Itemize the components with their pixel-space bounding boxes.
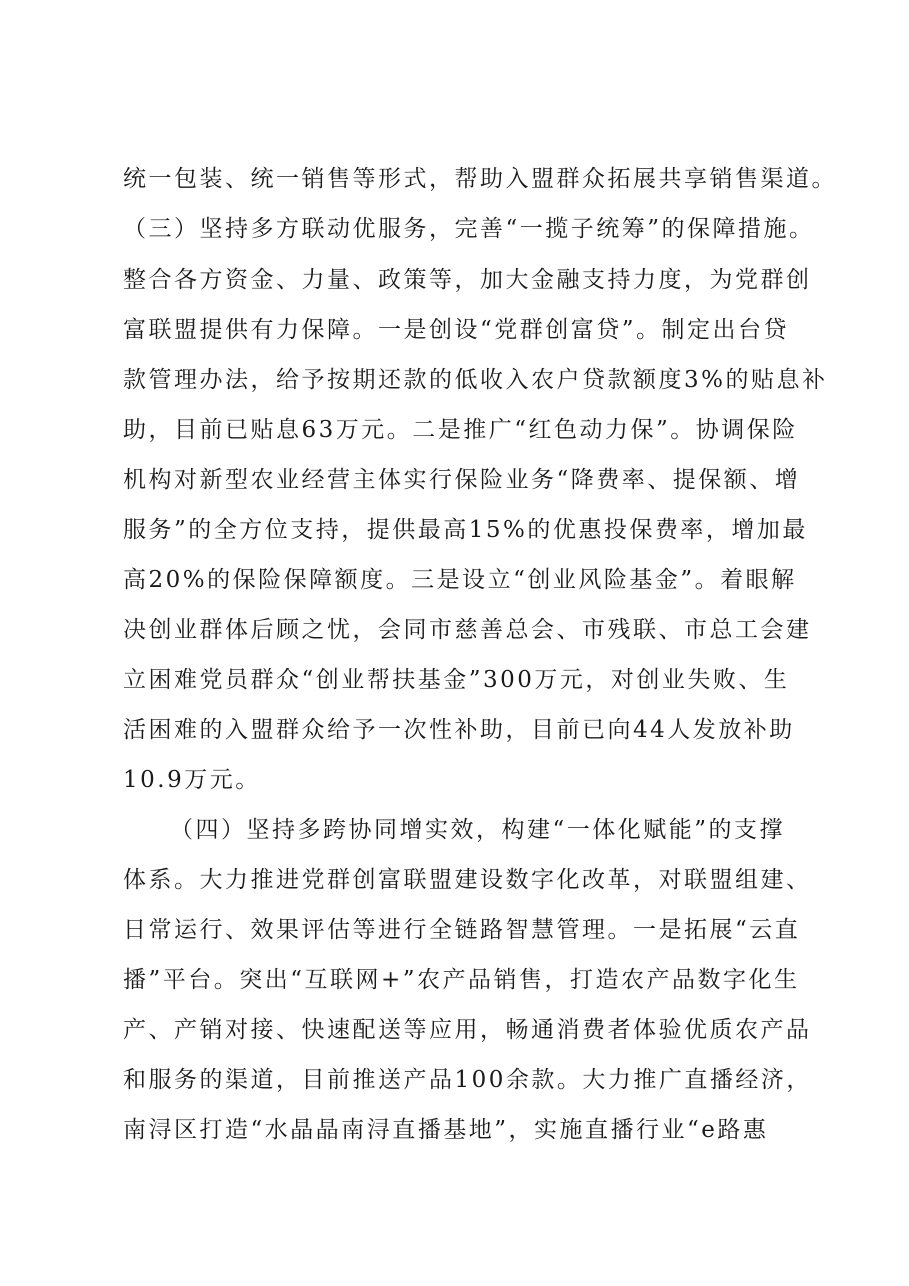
text-line: 南浔区打造“水晶晶南浔直播基地”，实施直播行业“e路惠 <box>123 1117 769 1143</box>
text-line: 款管理办法，给予按期还款的低收入农户贷款额度3%的贴息补 <box>123 367 828 393</box>
text-line: 播”平台。突出“互联网+”农产品销售，打造农产品数字化生 <box>123 967 800 993</box>
text-line: 体系。大力推进党群创富联盟建设数字化改革，对联盟组建、 <box>123 867 812 893</box>
text-line: 和服务的渠道，目前推送产品100余款。大力推广直播经济， <box>123 1067 812 1093</box>
text-line: 产、产销对接、快速配送等应用，畅通消费者体验优质农产品 <box>123 1017 812 1043</box>
text-line: 统一包装、统一销售等形式，帮助入盟群众拓展共享销售渠道。 <box>123 166 837 192</box>
text-line: 立困难党员群众“创业帮扶基金”300万元，对创业失败、生 <box>123 667 790 693</box>
text-line: 10.9万元。 <box>123 767 261 793</box>
text-line: 服务”的全方位支持，提供最高15%的优惠投保费率，增加最 <box>123 517 808 543</box>
section-heading-line: （四）坚持多跨协同增实效，构建“一体化赋能”的支撑 <box>170 817 786 843</box>
section-heading-line: （三）坚持多方联动优服务，完善“一揽子统筹”的保障措施。 <box>123 216 815 242</box>
text-line: 助，目前已贴息63万元。二是推广“红色动力保”。协调保险 <box>123 417 798 443</box>
text-line: 富联盟提供有力保障。一是创设“党群创富贷”。制定出台贷 <box>123 317 790 343</box>
text-line: 机构对新型农业经营主体实行保险业务“降费率、提保额、增 <box>123 467 801 493</box>
text-line: 活困难的入盟群众给予一次性补助，目前已向44人发放补助 <box>123 717 795 743</box>
text-line: 整合各方资金、力量、政策等，加大金融支持力度，为党群创 <box>123 267 812 293</box>
text-line: 日常运行、效果评估等进行全链路智慧管理。一是拓展“云直 <box>123 917 801 943</box>
text-line: 决创业群体后顾之忧，会同市慈善总会、市残联、市总工会建 <box>123 617 812 643</box>
text-line: 高20%的保险保障额度。三是设立“创业风险基金”。着眼解 <box>123 567 797 593</box>
